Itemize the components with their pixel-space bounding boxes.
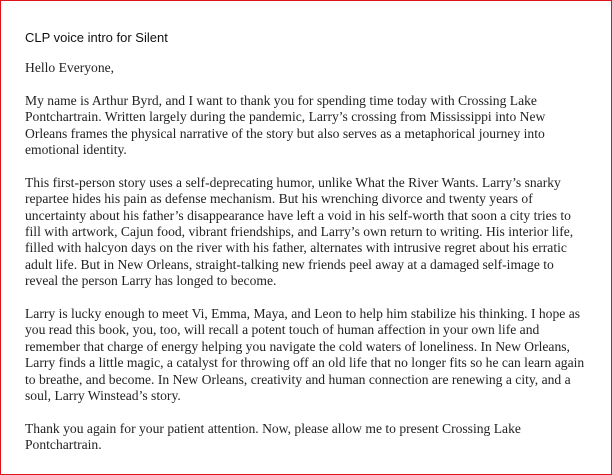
paragraph-story: This first-person story uses a self-deprecating humor, unlike What the River Wants. Larry’s snarky repartee hides his pain as defense mechanism. But his wrenching divorce and twenty years of uncertainty about his father’s disappearance have left a void in his self-worth that soon a city tries to fill with artwork, Cajun food, vibrant friendships, and Larry’s own return to writing. His interior life, filled with halcyon days on the river with his father, alternates with intrusive regret about his erratic adult life. But in New Orleans, straight-talking new friends peel away at a damaged self-image to reveal the person Larry has longed to become. (25, 174, 574, 289)
document-body (25, 60, 585, 470)
paragraph-characters: Larry is lucky enough to meet Vi, Emma, Maya, and Leon to help him stabilize his thinking. I hope as you read this book, you, too, will recall a potent touch of human affection in your own life and remember that charge of energy helping you navigate the cold waters of loneliness. In New Orleans, Larry finds a little magic, a catalyst for throwing off an old life that no longer fits so he can learn again to breathe, and become. In New Orleans, creativity and human connection are renewing a city, and a soul, Larry Winstead’s story. (25, 306, 585, 404)
document-title: CLP voice intro for Silent (25, 30, 168, 45)
paragraph-intro: My name is Arthur Byrd, and I want to thank you for spending time today with Crossing Lake Pontchartrain. Written largely during the pandemic, Larry’s crossing from Mississippi into New Orleans frames the physical narrative of the story but also serves as a metaphorical journey into emotional identity. (25, 92, 546, 158)
paragraph-closing: Thank you again for your patient attention. Now, please allow me to present Crossing Lake Pontchartrain. (25, 420, 521, 453)
greeting: Hello Everyone, (25, 60, 115, 75)
